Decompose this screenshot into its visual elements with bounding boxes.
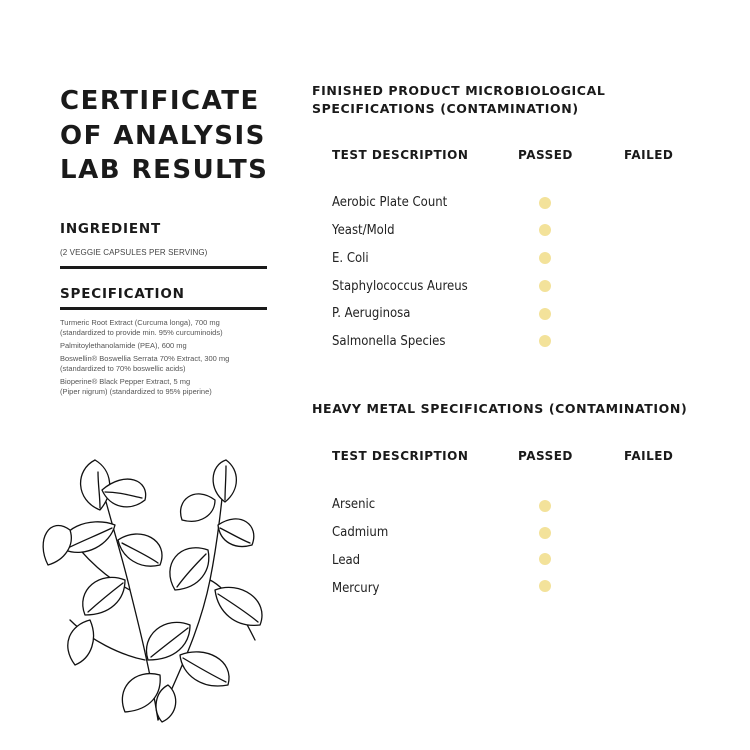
passed-indicator <box>539 500 551 512</box>
specification-item: Bioperine® Black Pepper Extract, 5 mg (Piper nigrum) (standardized to 95% piperine) <box>60 377 212 396</box>
column-header-test: TEST DESCRIPTION <box>332 148 469 162</box>
ingredient-heading: INGREDIENT <box>60 221 161 237</box>
divider <box>60 266 267 269</box>
specification-list <box>60 318 275 400</box>
test-label: Aerobic Plate Count <box>332 195 448 210</box>
specification-item: Palmitoylethanolamide (PEA), 600 mg <box>60 341 187 350</box>
microbiological-title-line: FINISHED PRODUCT MICROBIOLOGICAL <box>312 83 606 98</box>
title-line: CERTIFICATE <box>60 86 260 116</box>
title-line: OF ANALYSIS <box>60 120 266 151</box>
title-line: LAB RESULTS <box>60 155 269 185</box>
test-label: Staphylococcus Aureus <box>332 279 468 294</box>
passed-indicator <box>539 527 551 539</box>
passed-indicator <box>539 580 551 592</box>
passed-indicator <box>539 308 551 320</box>
divider <box>60 307 267 310</box>
test-label: Lead <box>332 553 361 568</box>
microbiological-title <box>312 82 605 118</box>
column-header-passed: PASSED <box>518 449 573 463</box>
passed-indicator <box>539 335 551 347</box>
test-label: Cadmium <box>332 525 389 540</box>
test-label: Mercury <box>332 581 380 596</box>
specification-item: Boswellin® Boswellia Serrata 70% Extract, 300 mg (standardized to 70% boswellic acids) <box>60 354 230 373</box>
passed-indicator <box>539 224 551 236</box>
test-label: Arsenic <box>332 497 376 512</box>
test-label: Yeast/Mold <box>332 223 395 238</box>
passed-indicator <box>539 553 551 565</box>
passed-indicator <box>539 197 551 209</box>
specification-heading: SPECIFICATION <box>60 286 185 302</box>
heavy-metal-title: HEAVY METAL SPECIFICATIONS (CONTAMINATION) <box>312 401 688 416</box>
passed-indicator <box>539 280 551 292</box>
microbiological-title-line: SPECIFICATIONS (CONTAMINATION) <box>312 101 579 116</box>
column-header-failed: FAILED <box>624 449 674 463</box>
ingredient-note: (2 VEGGIE CAPSULES PER SERVING) <box>60 248 208 257</box>
eucalyptus-branch-illustration-icon <box>30 430 280 730</box>
test-label: Salmonella Species <box>332 334 446 349</box>
test-label: E. Coli <box>332 251 369 266</box>
passed-indicator <box>539 252 551 264</box>
column-header-passed: PASSED <box>518 148 573 162</box>
column-header-failed: FAILED <box>624 148 674 162</box>
specification-item: Turmeric Root Extract (Curcuma longa), 700 mg (standardized to provide min. 95% curcuminoids) <box>60 318 223 337</box>
page-title <box>60 84 300 188</box>
test-label: P. Aeruginosa <box>332 306 411 321</box>
column-header-test: TEST DESCRIPTION <box>332 449 469 463</box>
